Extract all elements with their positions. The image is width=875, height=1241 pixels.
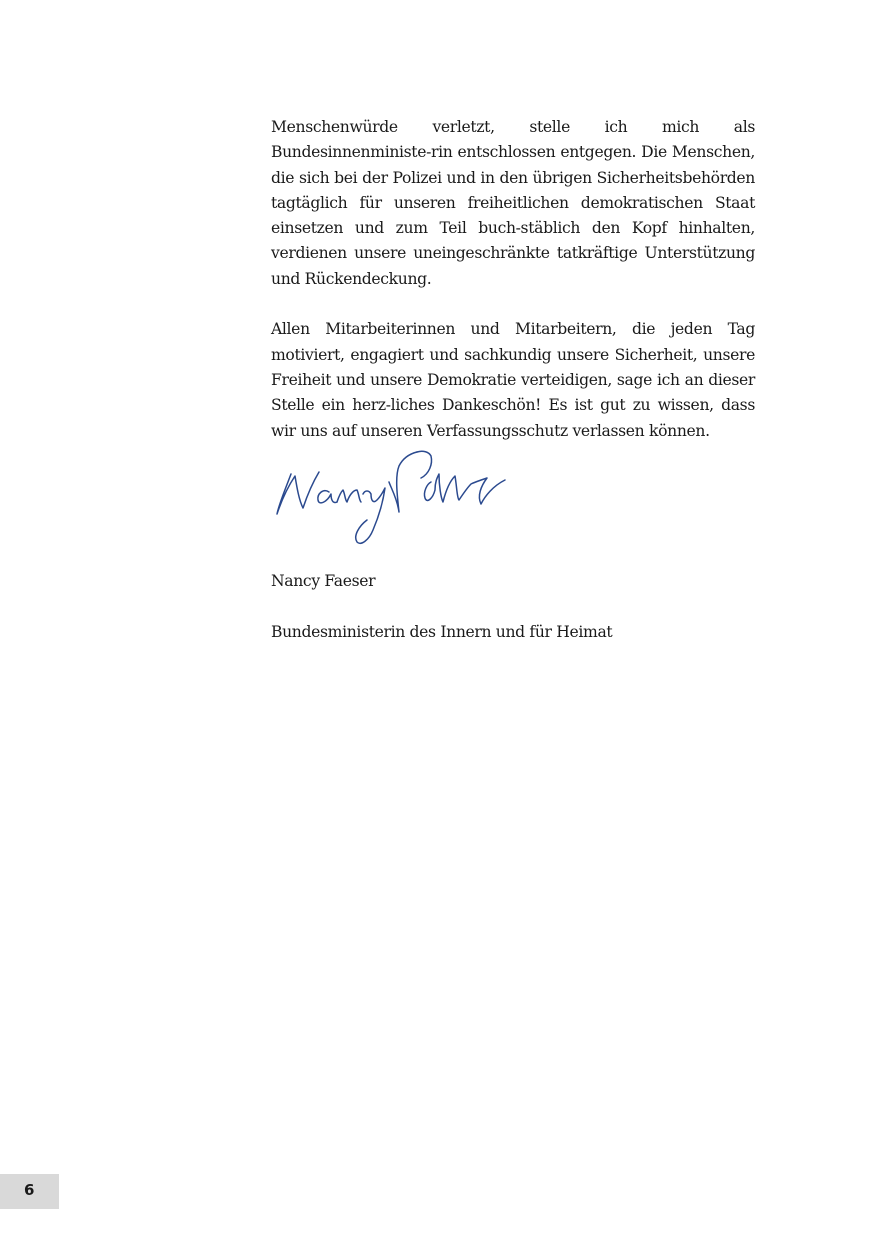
body-paragraph-2: Allen Mitarbeiterinnen und Mitarbeitern, die jeden Tag motiviert, engagiert und sachkundig unsere Sicherheit, unsere Freiheit und unsere Demokratie verteidigen, sage ich an dieser Stelle ein herz-liches Dankeschön! Es ist gut zu wissen, dass wir uns auf unseren Verfassungsschutz verlassen können. — [271, 320, 755, 440]
letter-body — [271, 115, 755, 444]
page-number: 6 — [24, 1181, 35, 1199]
handwritten-signature — [271, 442, 511, 552]
page-number-tab — [0, 1174, 59, 1209]
signer-title: Bundesministerin des Innern und für Heimat — [271, 623, 613, 641]
body-paragraph-1: Menschenwürde verletzt, stelle ich mich als Bundesinnenministe-rin entschlossen entgegen. Die Menschen, die sich bei der Polizei und in den übrigen Sicherheitsbehörden tagtäglich für unseren freiheitlichen demokratischen Staat einsetzen und zum Teil buch-stäblich den Kopf hinhalten, verdienen unsere uneingeschränkte tatkräftige Unterstützung und Rückendeckung. — [271, 118, 755, 288]
signer-name: Nancy Faeser — [271, 572, 376, 590]
